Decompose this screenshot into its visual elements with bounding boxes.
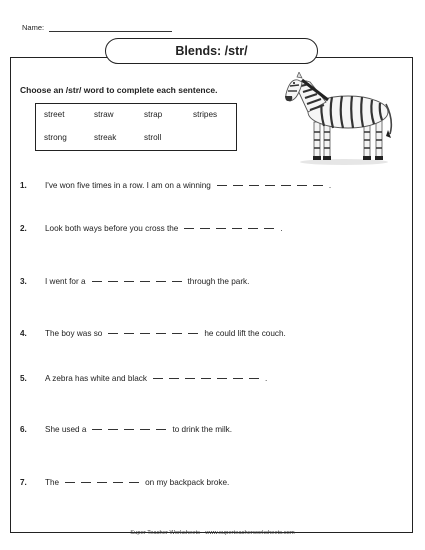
question-number: 6. [20,425,27,434]
question-text: I've won five times in a row. I am on a winning [45,181,211,190]
question-text-after: . [280,224,283,233]
answer-blank[interactable] [124,281,134,282]
question-row [20,277,249,286]
question-text: A zebra has white and black [45,374,147,383]
word-bank-item: strap [144,110,163,119]
answer-blank[interactable] [113,482,123,483]
answer-blank[interactable] [169,378,179,379]
name-field[interactable] [49,31,172,32]
answer-blank[interactable] [249,185,259,186]
answer-blank[interactable] [232,228,242,229]
answer-blank[interactable] [108,281,118,282]
question-number: 1. [20,181,27,190]
word-bank-item: straw [94,110,114,119]
answer-blank[interactable] [264,228,274,229]
name-label: Name: [22,23,45,32]
answer-blank[interactable] [217,378,227,379]
answer-blank[interactable] [188,333,198,334]
question-text-after: . [264,374,268,383]
answer-blank[interactable] [217,185,227,186]
answer-blank[interactable] [249,378,259,379]
answer-blank[interactable] [81,482,91,483]
answer-blank[interactable] [297,185,307,186]
answer-blank[interactable] [156,429,166,430]
answer-blank[interactable] [140,333,150,334]
zebra-illustration [282,72,400,166]
answer-blank[interactable] [97,482,107,483]
answer-blank[interactable] [156,333,166,334]
word-bank-item: stripes [193,110,218,119]
answer-blank[interactable] [201,378,211,379]
answer-blank[interactable] [140,281,150,282]
question-text: I went for a [45,277,86,286]
footer: Super Teacher Worksheets - www.superteacherworksheets.com [130,530,295,536]
question-text: The [45,478,60,487]
word-bank-item: streak [94,133,117,142]
answer-blank[interactable] [185,378,195,379]
question-text: She used a [45,425,87,434]
answer-blank[interactable] [153,378,163,379]
worksheet-title: Blends: /str/ [105,38,318,64]
answer-blank[interactable] [65,482,75,483]
question-text-after: to drink the milk. [172,425,233,434]
question-row [20,374,267,383]
word-bank-item: strong [44,133,67,142]
question-number: 2. [20,224,27,233]
answer-blank[interactable] [281,185,291,186]
question-row [20,224,283,233]
answer-blank[interactable] [92,429,102,430]
question-text-after: he could lift the couch. [204,329,286,338]
answer-blank[interactable] [233,185,243,186]
question-row [20,181,331,190]
question-number: 7. [20,478,27,487]
word-bank [35,103,237,151]
answer-blank[interactable] [248,228,258,229]
answer-blank[interactable] [233,378,243,379]
question-number: 5. [20,374,27,383]
answer-blank[interactable] [200,228,210,229]
question-text: The boy was so [45,329,103,338]
question-row [20,329,286,338]
question-text-after: through the park. [187,277,250,286]
instructions: Choose an /str/ word to complete each sentence. [20,85,218,95]
answer-blank[interactable] [172,333,182,334]
answer-blank[interactable] [108,429,118,430]
question-row [20,425,232,434]
question-text-after: on my backpack broke. [145,478,230,487]
answer-blank[interactable] [124,333,134,334]
answer-blank[interactable] [124,429,134,430]
question-text-after: . [328,181,332,190]
answer-blank[interactable] [172,281,182,282]
question-row [20,478,229,487]
question-text: Look both ways before you cross the [45,224,179,233]
answer-blank[interactable] [129,482,139,483]
answer-blank[interactable] [184,228,194,229]
question-number: 3. [20,277,27,286]
answer-blank[interactable] [313,185,323,186]
word-bank-item: stroll [144,133,162,142]
answer-blank[interactable] [92,281,102,282]
answer-blank[interactable] [156,281,166,282]
answer-blank[interactable] [108,333,118,334]
answer-blank[interactable] [140,429,150,430]
answer-blank[interactable] [265,185,275,186]
word-bank-item: street [44,110,65,119]
answer-blank[interactable] [216,228,226,229]
question-number: 4. [20,329,27,338]
